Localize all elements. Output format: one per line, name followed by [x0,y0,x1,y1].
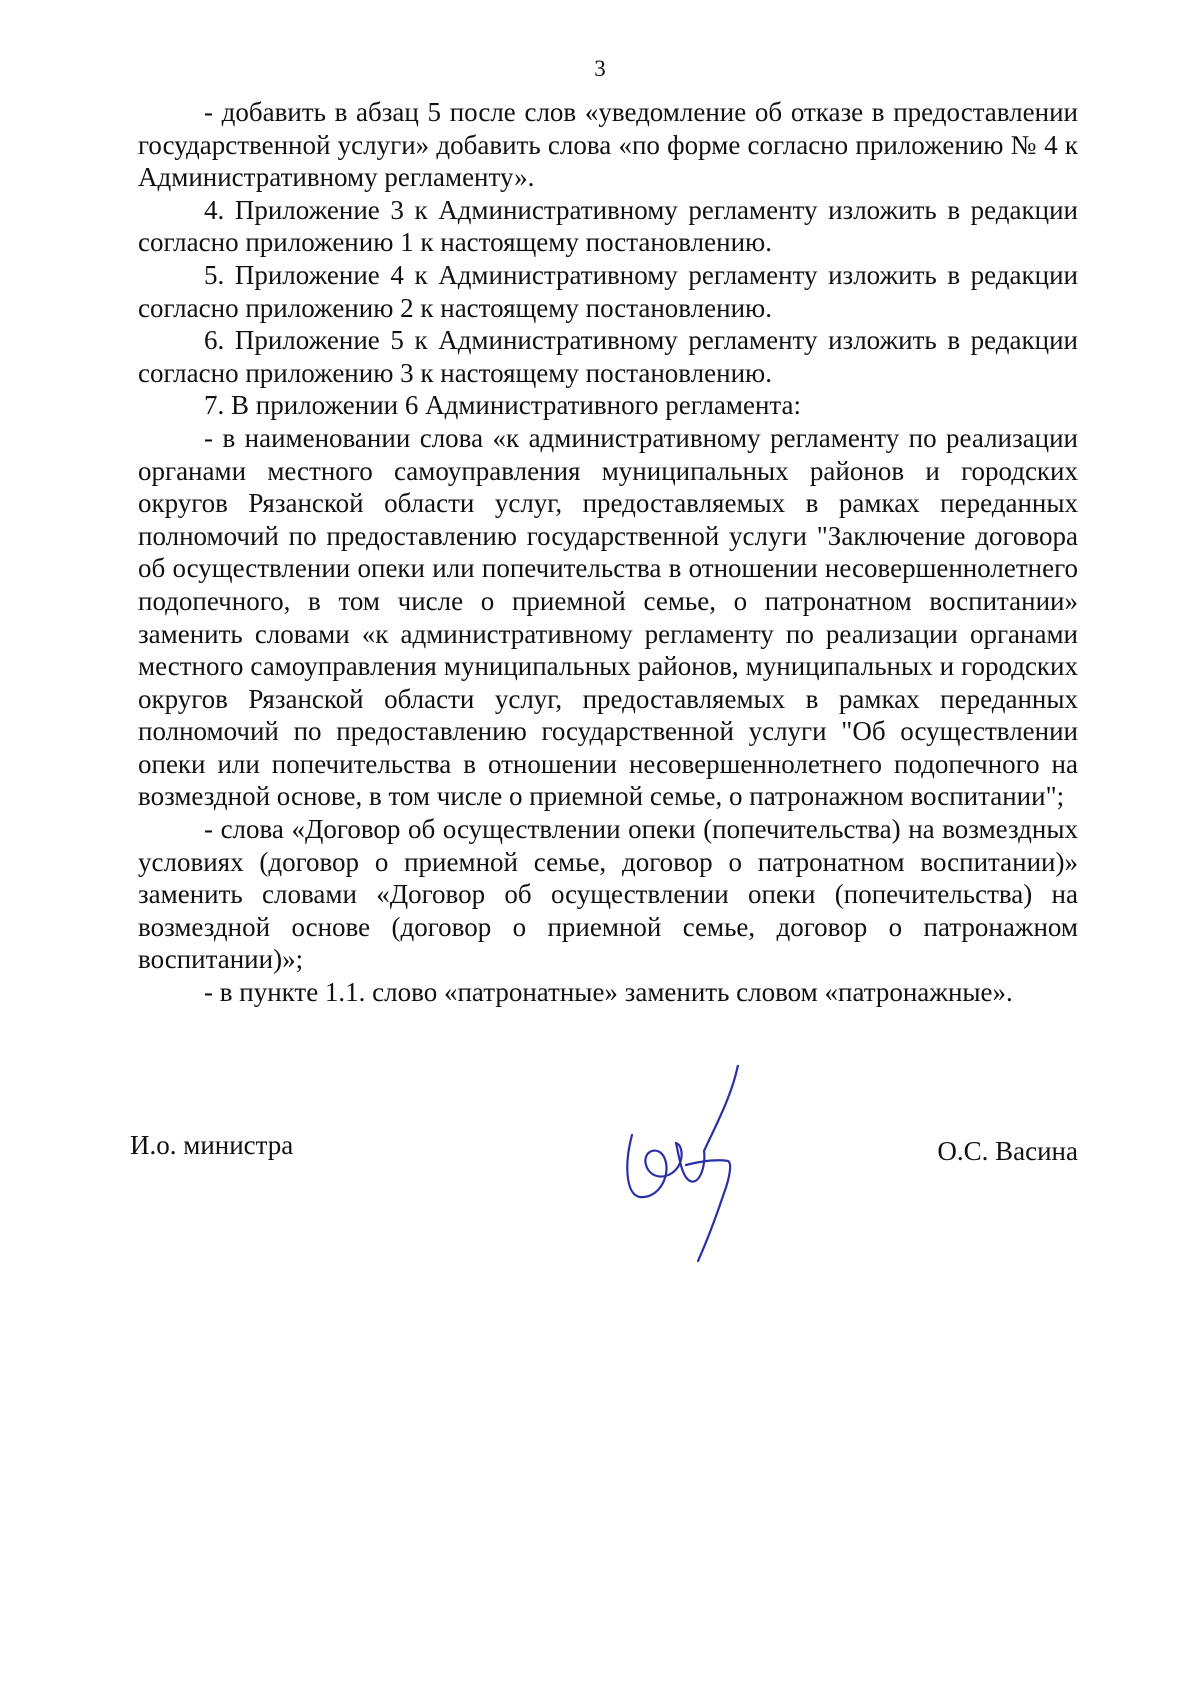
paragraph-item-5: 5. Приложение 4 к Административному регламенту изложить в редакции согласно приложению 2 к настоящему постановлению. [138,259,1078,323]
paragraph-item-7: 7. В приложении 6 Административного регламента: [204,390,802,421]
paragraph-item-4: 4. Приложение 3 к Административному регламенту изложить в редакции согласно приложению 1 к настоящему постановлению. [138,194,1078,258]
handwritten-signature [620,1065,790,1265]
paragraph-item-6: 6. Приложение 5 к Административному регламенту изложить в редакции согласно приложению 3 к настоящему постановлению. [138,325,1078,388]
paragraph-item-1-1: - в пункте 1.1. слово «патронатные» заменить словом «патронажные». [204,977,1013,1008]
paragraph-add-words: - добавить в абзац 5 после слов «уведомление об отказе в предоставлении государственной услуги» добавить слова «по форме согласно приложению № 4 к Административному регламенту». [138,97,1078,193]
paragraph-title-change: - в наименовании слова «к административному регламенту по реализации органами местного самоуправления муниципальных районов и городских округов Рязанской области услуг, предоставляемых в рамках переданных полномочий по предоставлению государственной услуги "Заключение договора об осуществлении опеки или попечительства в отношении несовершеннолетнего подопечного, в том числе о приемной семье, о патронатном воспитании» заменить словами «к административному регламенту по реализации органами местного самоуправления муниципальных районов, муниципальных и городских округов Рязанской области услуг, предоставляемых в рамках переданных полномочий по предоставлению государственной услуги "Об осуществлении опеки или попечительства в отношении несовершеннолетнего подопечного на возмездной основе, в том числе о приемной семье, о патронажном воспитании"; [138,422,1078,812]
document-body [138,96,1078,1009]
page-number: 3 [594,56,606,81]
paragraph-contract-change: - слова «Договор об осуществлении опеки (попечительства) на возмездных условиях (договор о приемной семье, договор о патронатном воспитании)» заменить словами «Договор об осуществлении опеки (попечительства) на возмездной основе (договор о приемной семье, договор о патронажном воспитании)»; [138,814,1078,975]
signatory-name: О.С. Васина [937,1136,1078,1166]
signature-block [0,1115,1200,1245]
signatory-title: И.о. министра [130,1130,294,1160]
